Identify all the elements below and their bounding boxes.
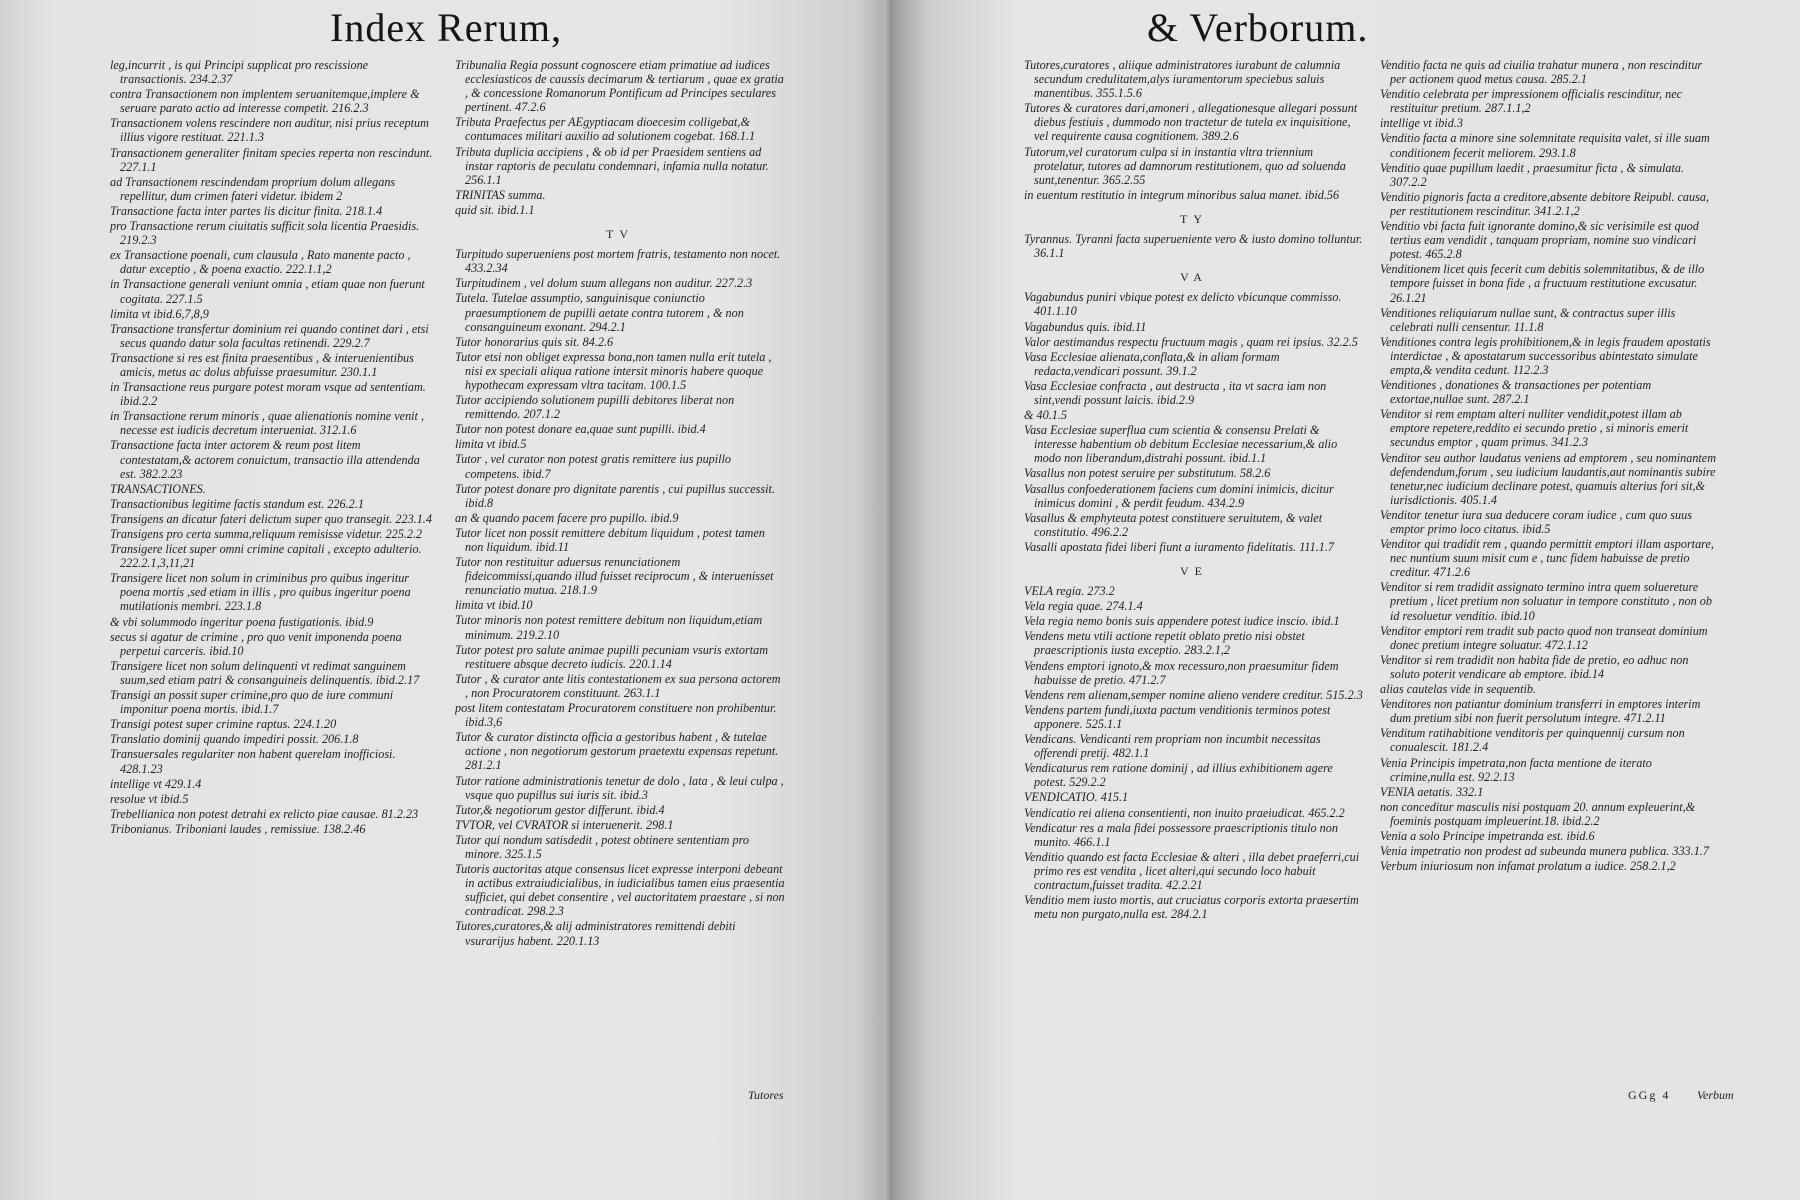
index-entry: Tutor qui nondum satisdedit , potest obtinere sententiam pro minore. 325.1.5 — [455, 832, 749, 861]
index-entry: limita vt ibid.10 — [455, 598, 533, 613]
index-entry: Transactionem generaliter finitam species reperta non rescindunt. 227.1.1 — [110, 145, 433, 174]
index-entry: Venditores non patiantur dominium transferri in emptores interim dum pretium sibi non fuerit persolutum integre. 471.2.11 — [1380, 697, 1701, 726]
index-entry: Tutoris auctoritas atque consensus licet expresse interponi debeant in actibus extraiudicialibus, in iudicialibus tamen eius praesentia sufficiet, qui debet consentire , vel auctoritatem praestare , si non contradicat. 298.2.3 — [455, 862, 785, 919]
catchword-right: Verbum — [1697, 1088, 1734, 1102]
index-entry: Transigens an dicatur fateri delictum super quo transegit. 223.1.4 — [110, 511, 432, 526]
index-entry: Venditio celebrata per impressionem officialis rescinditur, nec restituitur pretium. 287.1.1,2 — [1380, 87, 1683, 116]
index-entry: Tutor potest donare pro dignitate parentis , cui pupillus successit. ibid.8 — [455, 481, 775, 510]
index-entry: Tutor minoris non potest remittere debitum non liquidum,etiam minimum. 219.2.10 — [455, 613, 763, 642]
index-section-heading: VA — [1180, 270, 1208, 285]
index-entry: limita vt ibid.6,7,8,9 — [110, 306, 209, 321]
index-entry: VENIA aetatis. 332.1 — [1380, 784, 1484, 799]
index-entry: Venia a solo Principe impetranda est. ibid.6 — [1380, 828, 1595, 843]
index-entry: pro Transactione rerum ciuitatis sufficit sola licentia Praesidis. 219.2.3 — [110, 219, 420, 248]
index-entry: VELA regia. 273.2 — [1024, 584, 1115, 599]
index-entry: Transactionem volens rescindere non auditur, nisi prius receptum illius vigore restituat. 221.1.3 — [110, 116, 429, 145]
index-entry: ad Transactionem rescindendam proprium dolum allegans repellitur, dum crimen fateri videtur. ibidem 2 — [110, 174, 396, 203]
index-entry: resolue vt ibid.5 — [110, 791, 189, 806]
index-entry: Tutela. Tutelae assumptio, sanguinisque coniunctio praesumptionem de pupilli aetate contra tutorem , & non consanguineum exonant. 294.2.1 — [455, 291, 744, 334]
index-entry: intellige vt 429.1.4 — [110, 776, 202, 791]
index-entry: Valor aestimandus respectu fructuum magis , quam rei ipsius. 32.2.5 — [1024, 334, 1358, 349]
index-entry: Venditio vbi facta fuit ignorante domino,& sic verisimile est quod tertius eam vendidit , tanquam propriam, nomine suo vindicari potest. 465.2.8 — [1380, 219, 1699, 262]
index-entry: Vendens metu vtili actione repetit oblato pretio nisi obstet praescriptionis iusta exceptio. 283.2.1,2 — [1024, 629, 1305, 658]
index-entry: Tutores & curatores dari,amoneri , allegationesque allegari possunt diebus festiuis , dummodo non tractetur de tutela ex inquisitione, vel requirente causa cognitionem. 389.2.6 — [1024, 101, 1358, 144]
index-entry: Vela regia quae. 274.1.4 — [1024, 599, 1143, 614]
index-entry: Tribonianus. Triboniani laudes , remissiue. 138.2.46 — [110, 821, 366, 836]
index-entry: Venditiones , donationes & transactiones per potentiam extortae,nullae sunt. 287.2.1 — [1380, 378, 1652, 407]
index-entry: Venditor tenetur iura sua deducere coram iudice , cum quo suus emptor primo loco citatus. ibid.5 — [1380, 507, 1692, 536]
index-entry: Tutor & curator distincta officia a gestoribus habent , & tutelae actione , non negotiorum gestorum praetextu expensas repetunt. 281.2.1 — [455, 730, 779, 773]
index-entry: Tutor,& negotiorum gestor differunt. ibid.4 — [455, 802, 665, 817]
index-entry: Vendicaturus rem ratione dominij , ad illius exhibitionem agere potest. 529.2.2 — [1024, 761, 1333, 790]
index-entry: Venditiones reliquiarum nullae sunt, & contractus super illis celebrati nulli censentur. 11.1.8 — [1380, 305, 1676, 334]
index-entry: leg,incurrit , is qui Principi supplicat pro rescissione transactionis. 234.2.37 — [110, 58, 369, 87]
index-entry: Verbum iniuriosum non infamat prolatum a iudice. 258.2.1,2 — [1380, 859, 1676, 874]
index-section-heading: TY — [1180, 211, 1208, 226]
index-entry: Transigere licet non solum in criminibus pro quibus ingeritur poena mortis ,sed etiam in illis , pro quibus ingeritur poena mutilationis membri. 223.1.8 — [110, 571, 411, 614]
index-section-heading: TV — [606, 227, 634, 242]
index-entry: Transactione facta inter partes lis dicitur finita. 218.1.4 — [110, 203, 383, 218]
index-entry: in Transactione rerum minoris , quae alienationis nomine venit , necesse est iudicis decretum interueniat. 312.1.6 — [110, 409, 425, 438]
running-head-left: Index Rerum, — [330, 5, 562, 50]
index-entry: Tutor , & curator ante litis contestationem ex sua persona actorem , non Procuratorem constituunt. 263.1.1 — [455, 671, 781, 700]
index-entry: Vagabundus puniri vbique potest ex delicto vbicunque commisso. 401.1.10 — [1024, 290, 1342, 319]
index-entry: Venia Principis impetrata,non facta mentione de iterato crimine,nulla est. 92.2.13 — [1380, 755, 1652, 784]
index-entry: Vasallus non potest seruire per substitutum. 58.2.6 — [1024, 466, 1271, 481]
index-entry: Vasa Ecclesiae confracta , aut destructa , ita vt sacra iam non sint,vendi possunt laicis. ibid.2.9 — [1024, 378, 1327, 407]
index-entry: Venditiones contra legis prohibitionem,& in legis fraudem apostatis interdictae , & apostatarum successoribus abintestato simulate empta,& vendita cedunt. 112.2.3 — [1380, 334, 1711, 377]
index-entry: Vasallus & emphyteuta potest constituere seruitutem, & valet constitutio. 496.2.2 — [1024, 510, 1323, 539]
index-entry: Transactione facta inter actorem & reum post litem contestatam,& actorem conuictum, transactio illa attendenda est. 382.2.23 — [110, 438, 420, 481]
index-entry: Venditio pignoris facta a creditore,absente debitore Reipubl. causa, per restitutionem rescinditur. 341.2.1,2 — [1380, 189, 1710, 218]
index-entry: post litem contestatam Procuratorem constituere non prohibentur. ibid.3,6 — [455, 701, 777, 730]
index-entry: & 40.1.5 — [1024, 408, 1067, 423]
index-entry: VENDICATIO. 415.1 — [1024, 790, 1129, 805]
index-entry: Venditum ratihabitione venditoris per quinquennij cursum non conualescit. 181.2.4 — [1380, 726, 1685, 755]
index-entry: Tutor accipiendo solutionem pupilli debitores liberat non remittendo. 207.1.2 — [455, 393, 735, 422]
index-entry: contra Transactionem non implentem seruanitemque,implere & seruare parato actio ad interesse competit. 216.2.3 — [110, 87, 420, 116]
index-column-2 — [455, 58, 785, 949]
index-entry: Tutor etsi non obliget expressa bona,non tamen nulla erit tutela , nisi ex speciali aliqua ratione intersit minoris habere quoque hypothecam expressam vltra tacitam. 100.1.5 — [455, 349, 772, 392]
index-entry: Venditor si rem tradidit assignato termino intra quem soluereture pretium , licet pretium non soluatur in tempore constituto , non ob id resoluetur venditio. ibid.10 — [1380, 580, 1712, 623]
index-entry: Transigere licet super omni crimine capitali , excepto adulterio. 222.2.1,3,11,21 — [110, 542, 422, 571]
index-entry: Trebellianica non potest detrahi ex relicto piae causae. 81.2.23 — [110, 806, 419, 821]
index-entry: in euentum restitutio in integrum minoribus salua manet. ibid.56 — [1024, 187, 1340, 202]
index-entry: TRINITAS summa. — [455, 187, 546, 202]
index-entry: in Transactione reus purgare potest moram vsque ad sententiam. ibid.2.2 — [110, 380, 426, 409]
index-entry: secus si agatur de crimine , pro quo venit imponenda poena perpetui carceris. ibid.10 — [110, 629, 402, 658]
index-entry: Vendens rem alienam,semper nomine alieno vendere creditur. 515.2.3 — [1024, 687, 1363, 702]
index-entry: Transigens pro certa summa,reliquum remisisse videtur. 225.2.2 — [110, 527, 423, 541]
index-entry: Tribunalia Regia possunt cognoscere etiam primatiue ad iudices ecclesiasticos de caussis decimarum & tertiarum , quae ex gratia , & concessione Romanorum Pontificum ad Principes seculares pertinent. 47.2.6 — [455, 58, 784, 115]
index-entry: Vendicatur res a mala fidei possessore praescriptionis titulo non munito. 466.1.1 — [1024, 820, 1338, 849]
index-entry: Transactione si res est finita praesentibus , & interuenientibus amicis, metus ac dolus abfuisse praesumitur. 230.1.1 — [110, 350, 414, 379]
index-entry: Venditio quando est facta Ecclesiae & alteri , illa debet praeferri,cui primo res est vendita , licet alteri,qui secundo loco habuit contractum,fuisset tradita. 42.2.21 — [1024, 849, 1360, 892]
index-entry: Tutores,curatores,& alij administratores remittendi debiti vsurarijus habent. 220.1.13 — [455, 919, 736, 948]
index-entry: Tributa duplicia accipiens , & ob id per Praesidem sentiens ad instar raptoris de peculatu condemnari, infamia nulla notatur. 256.1.1 — [455, 144, 769, 187]
index-entry: Venditio facta ne quis ad ciuilia trahatur munera , non rescinditur per actionem quod metus causa. 285.2.1 — [1380, 58, 1703, 87]
index-entry: intellige vt ibid.3 — [1380, 116, 1463, 131]
index-entry: alias cautelas vide in sequentib. — [1380, 682, 1537, 697]
index-entry: & vbi solummodo ingeritur poena fustigationis. ibid.9 — [110, 614, 374, 629]
index-entry: Venditionem licet quis fecerit cum debitis solemnitatibus, & de illo tempore fuisset in bona fide , a fructuum restitutione excusatur. 26.1.21 — [1380, 262, 1705, 305]
index-entry: limita vt ibid.5 — [455, 437, 527, 452]
index-entry: an & quando pacem facere pro pupillo. ibid.9 — [455, 510, 679, 525]
index-entry: in Transactione generali veniunt omnia , etiam quae non fuerunt cogitata. 227.1.5 — [110, 277, 425, 306]
index-entry: Vasa Ecclesiae superflua cum scientia & consensu Prelati & interesse habentium ob debitum Ecclesiae necessarium,& alio modo non liberandum,distrahi possunt. ibid.1.1 — [1024, 423, 1338, 466]
index-column-1 — [110, 58, 435, 837]
index-entry: Venditor qui tradidit rem , quando permittit emptori illam asportare, nec nuntium suum misit cum e , tunc fidem habuisse de pretio creditur. 471.2.6 — [1380, 537, 1714, 580]
index-column-3 — [1024, 58, 1364, 922]
index-entry: non conceditur masculis nisi postquam 20. annum expleuerint,& foeminis postquam impleuerint.18. ibid.2.2 — [1380, 799, 1696, 828]
index-entry: Tutores,curatores , aliique administratores iurabunt de calumnia secundum credulitatem,alys iuramentorum speciebus saluis manentibus. 355.1.5.6 — [1024, 58, 1341, 101]
index-entry: Venia impetratio non prodest ad subeunda munera publica. 333.1.7 — [1380, 844, 1709, 859]
index-entry: TRANSACTIONES. — [110, 481, 206, 496]
index-entry: Venditor si rem emptam alteri nulliter vendidit,potest illam ab emptore repetere,reddito ei secundo pretio , si minoris emerit secundus emptor , quam primus. 341.2.3 — [1380, 407, 1689, 450]
index-entry: Vela regia nemo bonis suis appendere potest iudice inscio. ibid.1 — [1024, 614, 1340, 629]
index-entry: Venditor emptori rem tradit sub pacto quod non transeat dominium donec pretium integre soluatur. 472.1.12 — [1380, 623, 1708, 652]
index-entry: Transactionibus legitime factis standum est. 226.2.1 — [110, 496, 364, 511]
index-entry: quid sit. ibid.1.1 — [455, 202, 535, 217]
index-entry: Transigere licet non solum delinquenti vt redimat sanguinem suum,sed etiam patri & consanguineis delinquentis. ibid.2.17 — [110, 658, 420, 687]
index-entry: Turpitudinem , vel dolum suum allegans non auditur. 227.2.3 — [455, 276, 753, 291]
index-entry: Venditio mem iusto mortis, aut cruciatus corporis extorta praesertim metu non purgato,nulla est. 284.2.1 — [1024, 893, 1359, 922]
index-entry: Vasalli apostata fidei liberi fiunt a iuramento fidelitatis. 111.1.7 — [1024, 539, 1334, 554]
index-entry: Tutor potest pro salute animae pupilli pecuniam vsuris extortam restituere absque decreto iudicis. 220.1.14 — [455, 642, 769, 671]
index-entry: Vasa Ecclesiae alienata,conflata,& in aliam formam redacta,vendicari possunt. 39.1.2 — [1024, 349, 1280, 378]
index-entry: Venditor si rem tradidit non habita fide de pretio, eo adhuc non soluto poterit vendicare ab emptore. ibid.14 — [1380, 652, 1689, 681]
index-entry: TVTOR, vel CVRATOR si interuenerit. 298.1 — [455, 817, 674, 832]
index-entry: Vendens partem fundi,iuxta pactum venditionis terminos potest apponere. 525.1.1 — [1024, 702, 1331, 731]
signature-mark: GGg 4 — [1628, 1088, 1671, 1102]
index-entry: Turpitudo superueniens post mortem fratris, testamento non nocet. 433.2.34 — [455, 247, 781, 276]
index-entry: Tributa Praefectus per AEgyptiacam dioecesim colligebat,& contumaces militari auxilio ad solutionem cogebat. 168.1.1 — [455, 115, 756, 144]
index-entry: Venditio quae pupillum laedit , praesumitur ficta , & simulata. 307.2.2 — [1380, 160, 1684, 189]
index-entry: Vendicatio rei aliena consentienti, non inuito praeiudicat. 465.2.2 — [1024, 805, 1345, 820]
catchword-left: Tutores — [748, 1088, 784, 1102]
index-entry: ex Transactione poenali, cum clausula , Rato manente pacto , datur exceptio , & poena exactio. 222.1.1,2 — [110, 248, 411, 277]
index-entry: Tutor honorarius quis sit. 84.2.6 — [455, 334, 614, 349]
index-entry: Tutor non potest donare ea,quae sunt pupilli. ibid.4 — [455, 422, 706, 437]
index-entry: Vasallus confoederationem faciens cum domini inimicis, dicitur inimicus domini , & perdit feudum. 434.2.9 — [1024, 481, 1334, 510]
index-entry: Transuersales regulariter non habent querelam inofficiosi. 428.1.23 — [110, 747, 396, 776]
index-entry: Venditio facta a minore sine solemnitate requisita valet, si ille suam conditionem fecerit meliorem. 293.1.8 — [1380, 131, 1710, 160]
index-entry: Tyrannus. Tyranni facta superueniente vero & iusto domino tolluntur. 36.1.1 — [1024, 232, 1363, 261]
index-entry: Tutor ratione administrationis tenetur de dolo , lata , & leui culpa , vsque quo pupillus sui iuris sit. ibid.3 — [455, 773, 784, 802]
index-section-heading: VE — [1180, 564, 1208, 578]
index-entry: Transigi potest super crimine raptus. 224.1.20 — [110, 717, 337, 732]
index-entry: Transigi an possit super crimine,pro quo de iure communi imponitur poena mortis. ibid.1.7 — [110, 688, 394, 717]
index-entry: Tutor non restituitur aduersus renunciationem fideicommissi,quando illud fuisset reciprocum , & interuenisset renunciatio mutua. 218.1.9 — [455, 555, 774, 598]
index-entry: Venditor seu author laudatus veniens ad emptorem , seu nominantem defendendum,forum , seu iudicium laudantis,aut nominantis subire tenetur,nec iudicium declinare potest, quamuis alterius fori sit,& iurisdictionis. 405.1.4 — [1380, 450, 1717, 507]
running-head-right: & Verborum. — [1147, 5, 1369, 50]
index-entry: Tutor , vel curator non potest gratis remittere ius pupillo competens. ibid.7 — [455, 452, 732, 481]
index-entry: Vagabundus quis. ibid.11 — [1024, 319, 1147, 334]
index-entry: Vendicans. Vendicanti rem propriam non incumbit necessitas offerendi pretij. 482.1.1 — [1024, 732, 1321, 761]
index-entry: Tutor licet non possit remittere debitum liquidum , potest tamen non liquidum. ibid.11 — [455, 525, 765, 554]
index-entry: Translatio dominij quando impediri possit. 206.1.8 — [110, 732, 359, 747]
right-page — [892, 0, 1800, 1200]
left-page — [0, 0, 892, 1200]
index-entry: Transactione transfertur dominium rei quando continet dari , etsi secus quando datur sola facultas retinendi. 229.2.7 — [110, 321, 429, 350]
index-column-4 — [1380, 58, 1720, 874]
index-entry: Vendens emptori ignoto,& mox recessuro,non praesumitur fidem habuisse de pretio. 471.2.7 — [1024, 658, 1339, 687]
index-entry: Tutorum,vel curatorum culpa si in instantia vltra triennium protelatur, tutores ad damnorum restitutionem, quo ad soluenda sunt,tenentur. 365.2.55 — [1024, 144, 1346, 187]
